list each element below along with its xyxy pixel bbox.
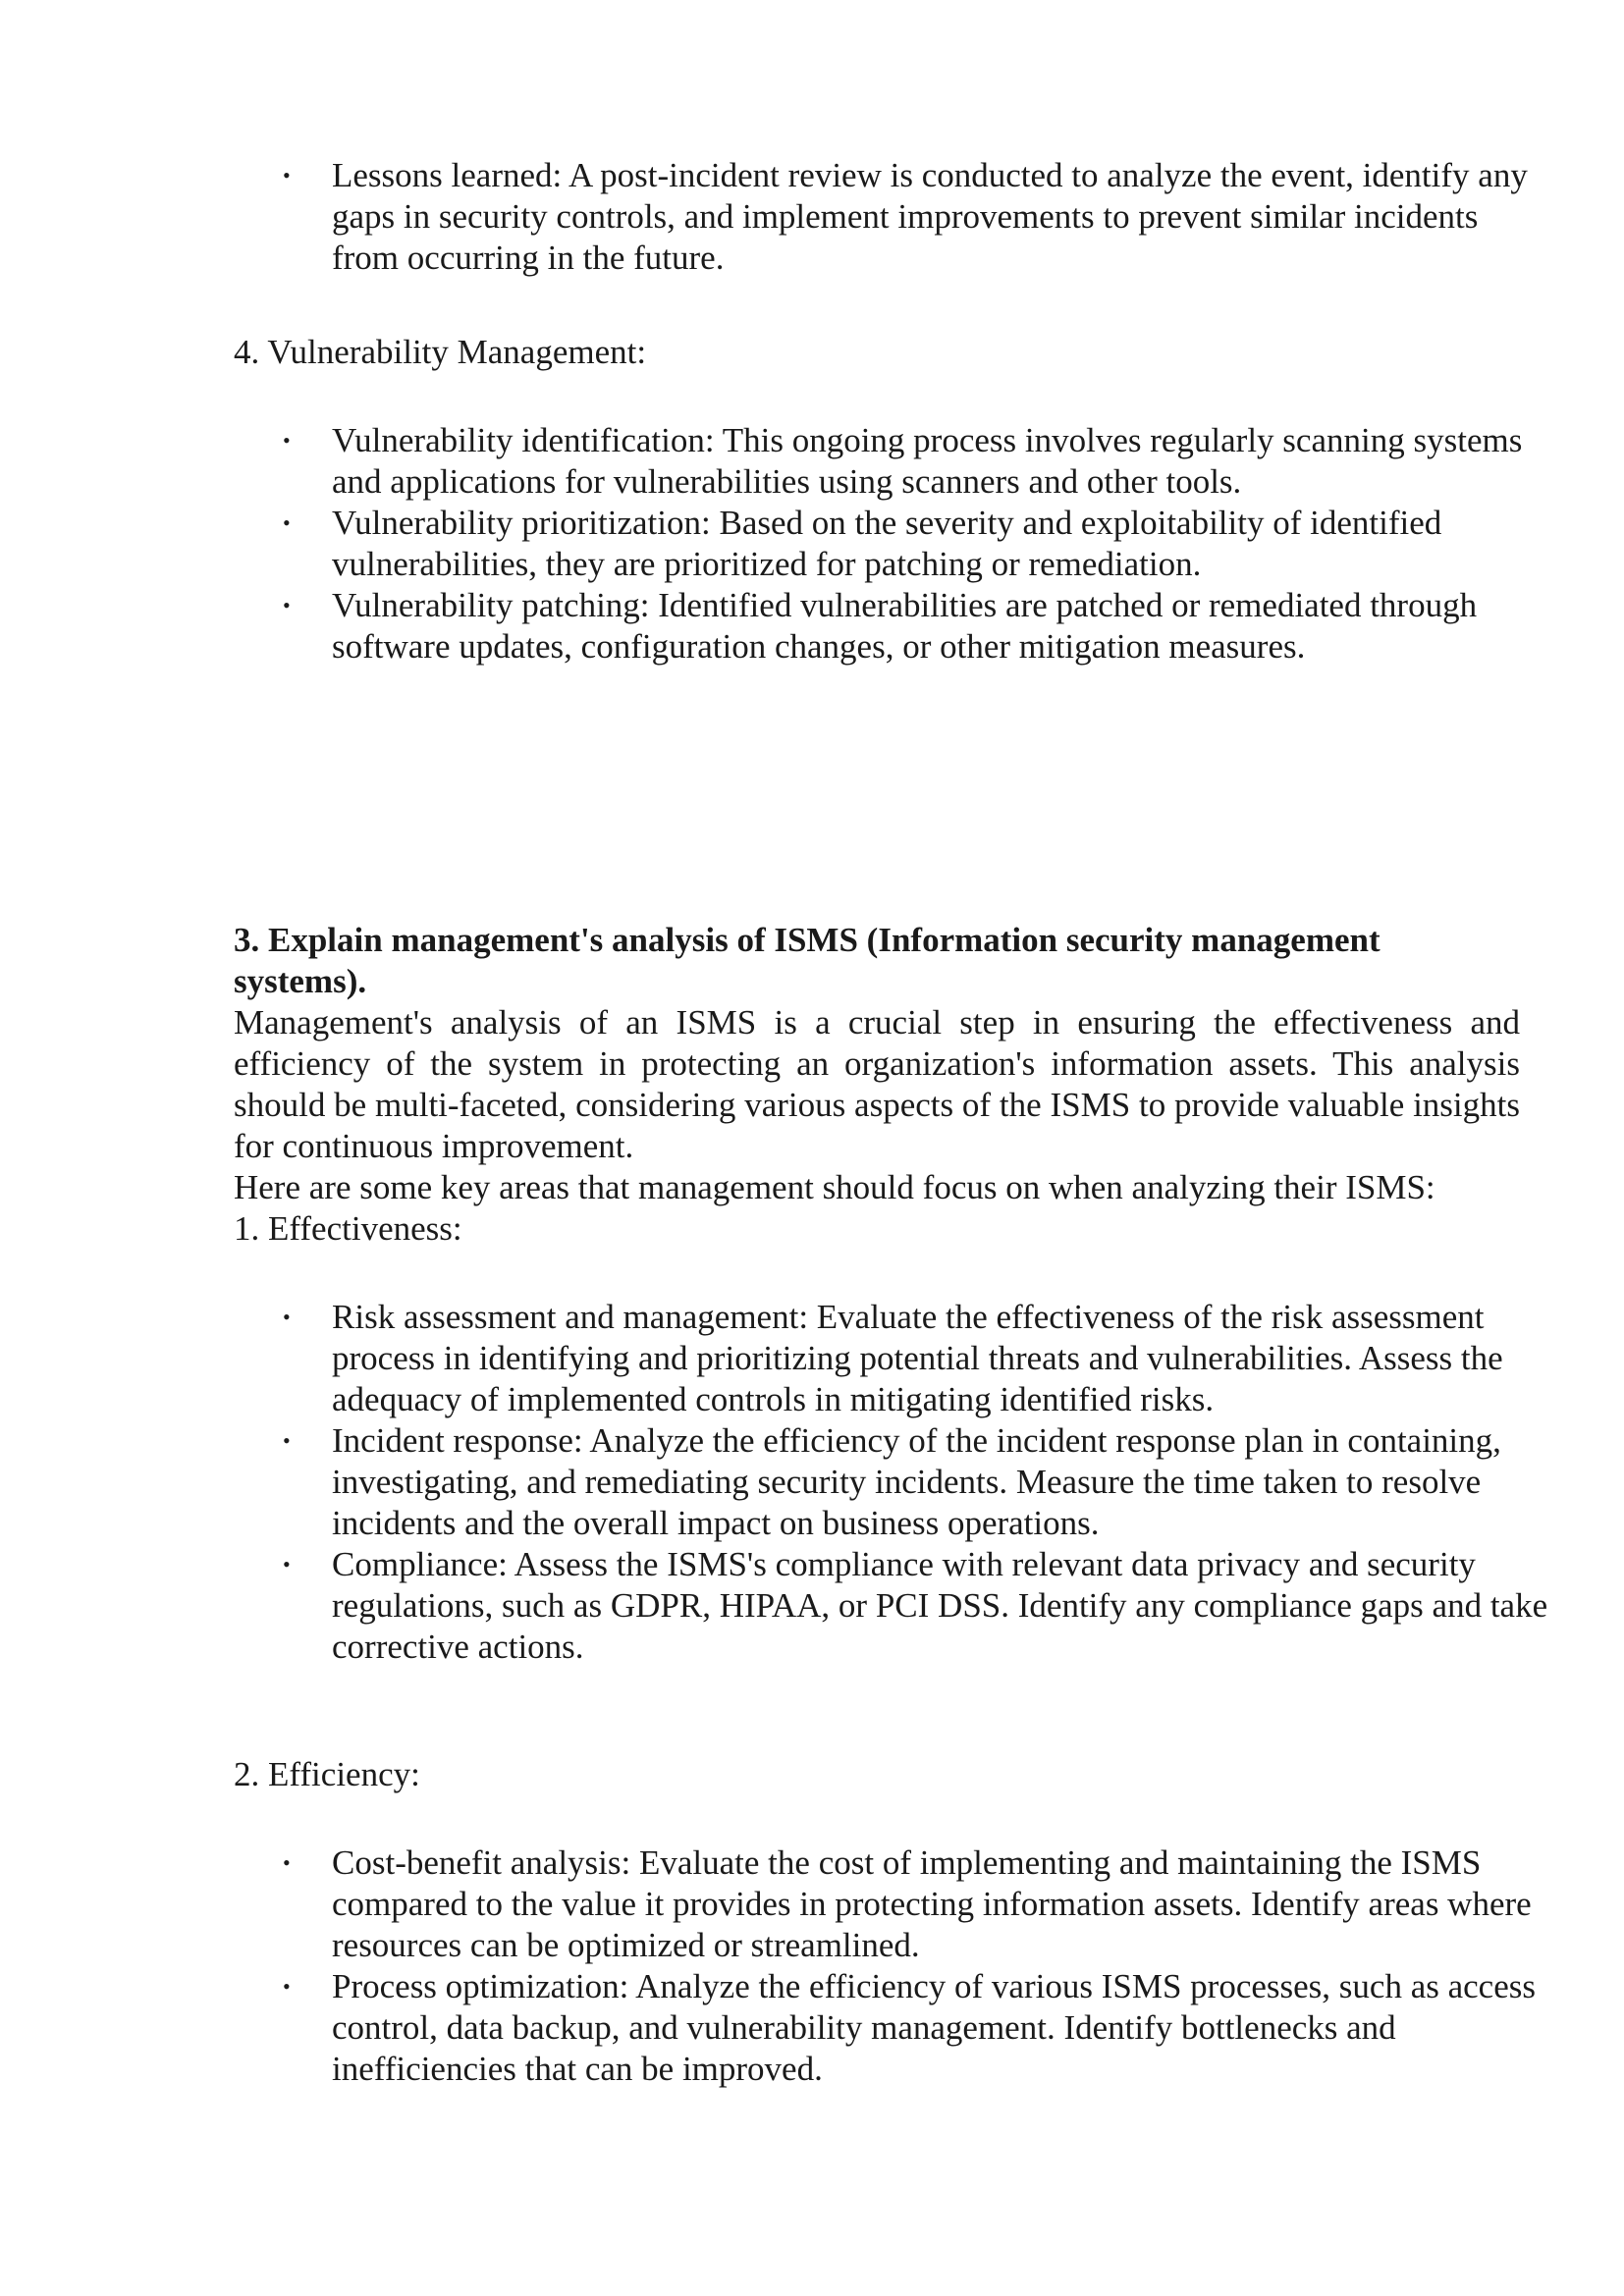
section-heading-efficiency: 2. Efficiency:	[234, 1755, 420, 1793]
list-item-text: Incident response: Analyze the efficiency of the incident response plan in containing, investigating, and remediating security incidents. Measure the time taken to resolve incidents and the overall impact on business operations.	[332, 1421, 1501, 1542]
bullet-icon: •	[283, 163, 291, 187]
section-heading-vulnerability-management: 4. Vulnerability Management:	[234, 333, 647, 371]
list-item	[234, 420, 1549, 503]
bullet-icon: •	[283, 1552, 291, 1576]
list-item-text: Vulnerability identification: This ongoing process involves regularly scanning systems and applications for vulnerabilities using scanners and other tools.	[332, 421, 1523, 501]
intro-paragraph: Management's analysis of an ISMS is a crucial step in ensuring the effectiveness and efficiency of the system in protecting an organization's information assets. This analysis should be multi-faceted, considering various aspects of the ISMS to provide valuable insights for continuous improvement.	[234, 1003, 1520, 1165]
lessons-learned-list	[234, 155, 1528, 279]
list-item	[234, 1420, 1549, 1544]
effectiveness-list	[234, 1297, 1548, 1668]
list-item-text: Lessons learned: A post-incident review is conducted to analyze the event, identify any gaps in security controls, and implement improvements to prevent similar incidents from occurring in the future.	[332, 156, 1528, 277]
list-item-text: Compliance: Assess the ISMS's compliance with relevant data privacy and security regulations, such as GDPR, HIPAA, or PCI DSS. Identify any compliance gaps and take corrective actions.	[332, 1545, 1548, 1666]
list-item-text: Process optimization: Analyze the efficiency of various ISMS processes, such as access control, data backup, and vulnerability management. Identify bottlenecks and inefficiencies that can be improved.	[332, 1967, 1536, 2088]
question-heading: 3. Explain management's analysis of ISMS (Information security management systems).	[234, 921, 1380, 1000]
list-item	[234, 1297, 1549, 1420]
list-item	[234, 1544, 1549, 1668]
bullet-icon: •	[283, 1428, 291, 1453]
bullet-icon: •	[283, 1974, 291, 1999]
bullet-icon: •	[283, 1850, 291, 1875]
vulnerability-management-list	[234, 420, 1523, 667]
list-item-text: Cost-benefit analysis: Evaluate the cost of implementing and maintaining the ISMS compared to the value it provides in protecting information assets. Identify areas where resources can be optimized or streamlined.	[332, 1843, 1532, 1964]
section-heading-effectiveness: 1. Effectiveness:	[234, 1209, 462, 1248]
list-item-text: Risk assessment and management: Evaluate the effectiveness of the risk assessment process in identifying and prioritizing potential threats and vulnerabilities. Assess the adequacy of implemented controls in mitigating identified risks.	[332, 1298, 1503, 1418]
list-item-text: Vulnerability patching: Identified vulnerabilities are patched or remediated through software updates, configuration changes, or other mitigation measures.	[332, 586, 1478, 666]
list-item-text: Vulnerability prioritization: Based on the severity and exploitability of identified vulnerabilities, they are prioritized for patching or remediation.	[332, 504, 1442, 583]
efficiency-list	[234, 1842, 1536, 2090]
list-item	[234, 155, 1549, 279]
key-areas-line: Here are some key areas that management should focus on when analyzing their ISMS:	[234, 1168, 1435, 1206]
list-item	[234, 1842, 1549, 1966]
list-item	[234, 503, 1549, 585]
bullet-icon: •	[283, 593, 291, 617]
list-item	[234, 1966, 1549, 2090]
bullet-icon: •	[283, 1305, 291, 1329]
list-item	[234, 585, 1549, 667]
bullet-icon: •	[283, 510, 291, 535]
bullet-icon: •	[283, 428, 291, 453]
